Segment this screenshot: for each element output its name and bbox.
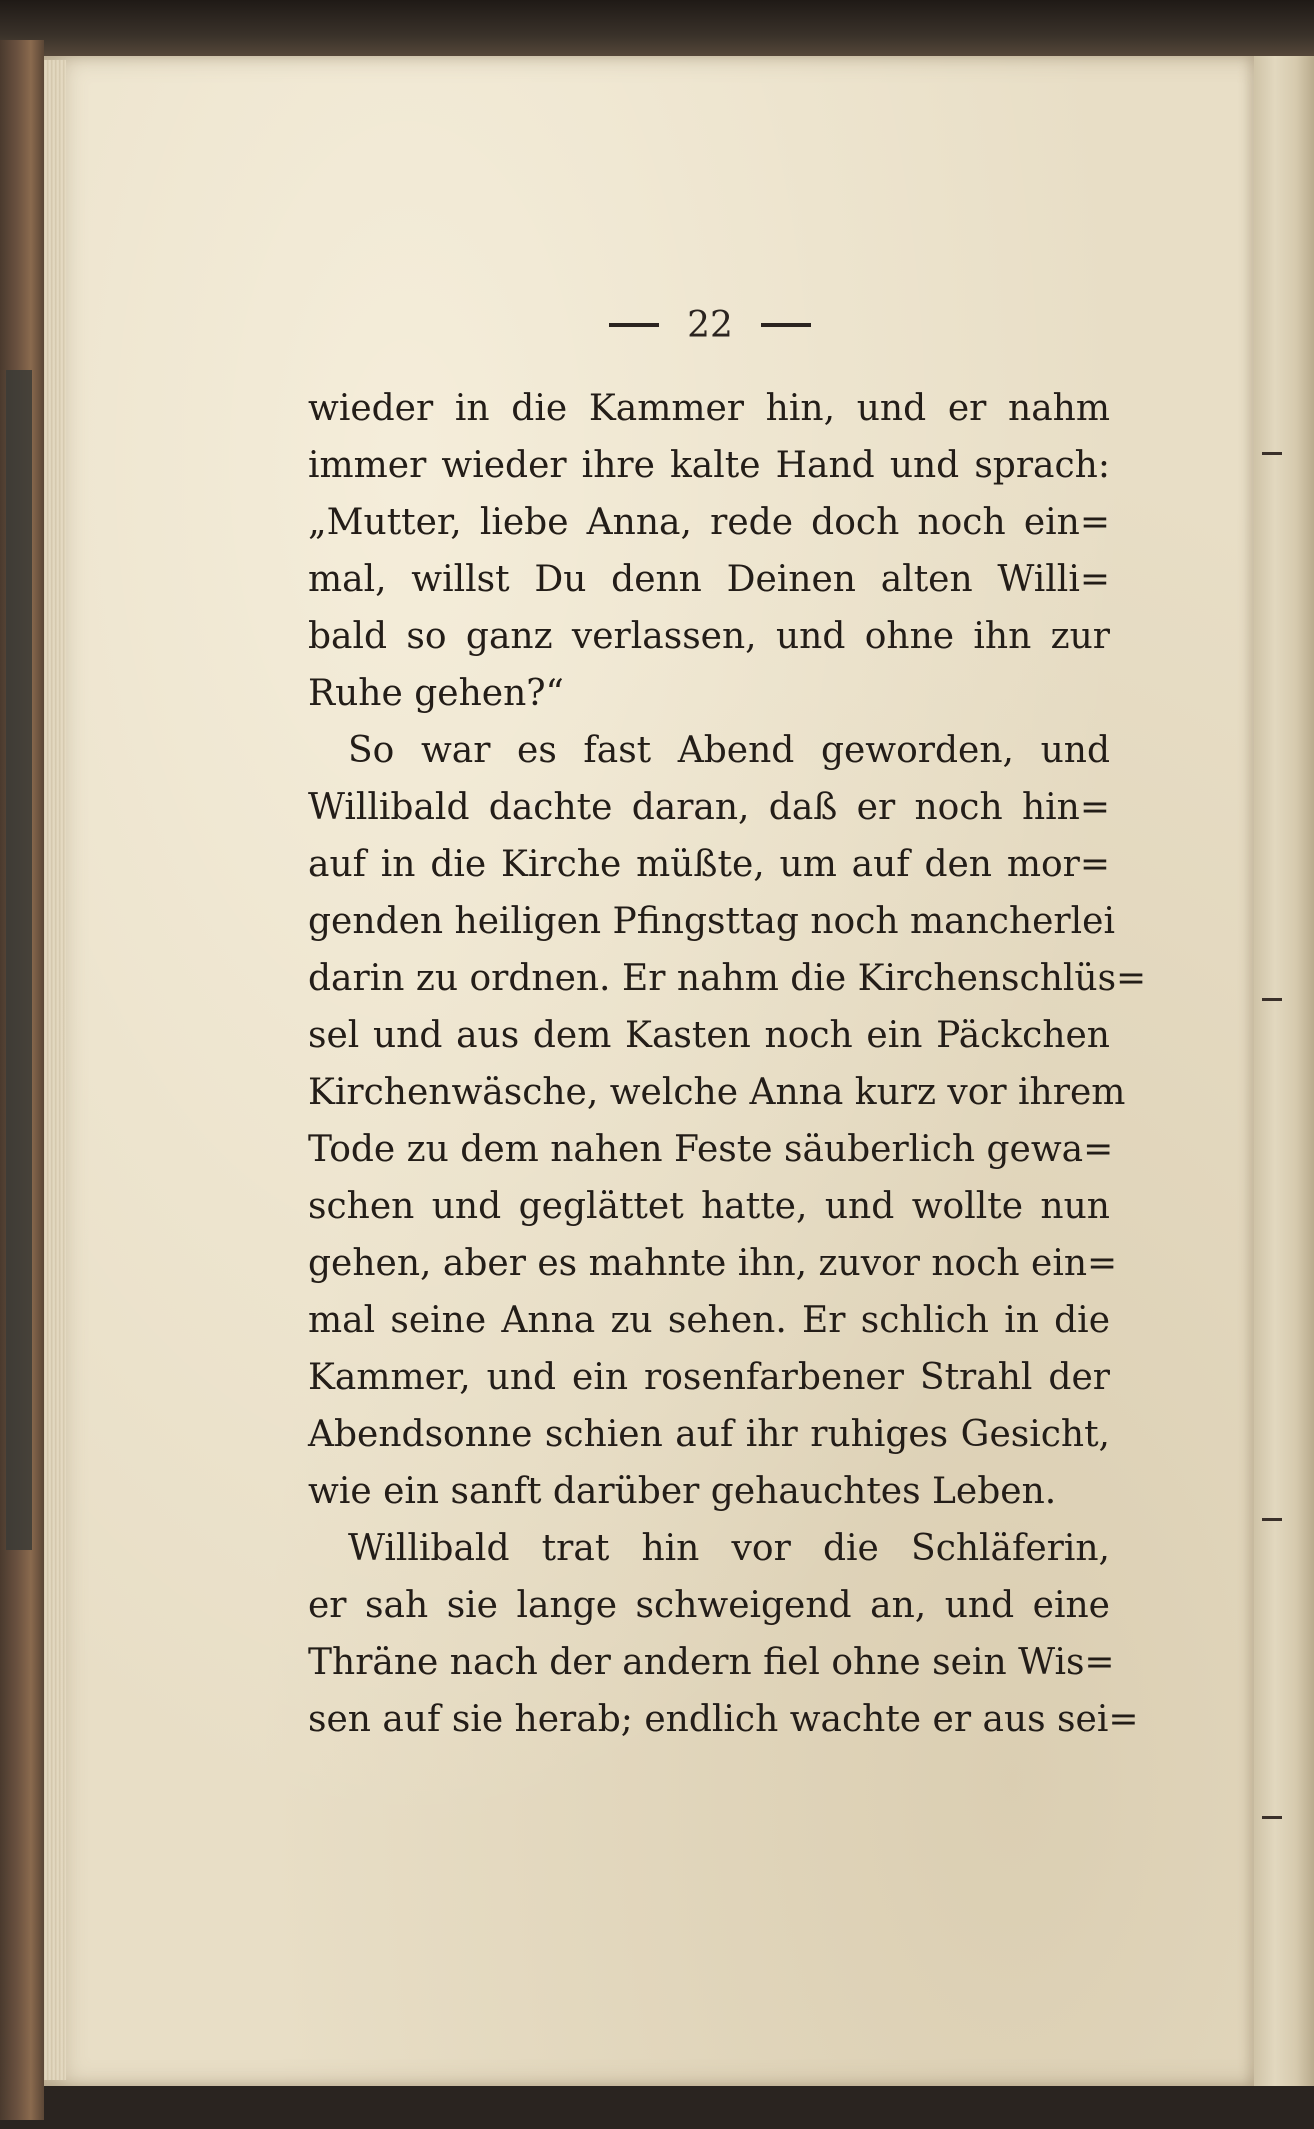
page-fore-edge [1254, 56, 1314, 2086]
text-line: Abendsonne schien auf ihr ruhiges Gesicht, [308, 1414, 1110, 1455]
body-text [308, 380, 1147, 1748]
margin-mark [1262, 1518, 1282, 1521]
text-line: sel und aus dem Kasten noch ein Päckchen [308, 1015, 1110, 1056]
text-line: darin zu ordnen. Er nahm die Kirchenschlüs= [308, 958, 1147, 999]
text-line: „Mutter, liebe Anna, rede doch noch ein= [308, 502, 1110, 543]
text-line: Ruhe gehen?“ [308, 673, 564, 714]
text-line: Willibald trat hin vor die Schläferin, [348, 1528, 1110, 1569]
text-line: Kirchenwäsche, welche Anna kurz vor ihrem [308, 1072, 1126, 1113]
text-line: schen und geglättet hatte, und wollte nun [308, 1186, 1110, 1227]
text-line: Thräne nach der andern fiel ohne sein Wis= [308, 1642, 1115, 1683]
text-line: genden heiligen Pfingsttag noch mancherlei [308, 901, 1115, 942]
text-line: So war es fast Abend geworden, und [348, 730, 1110, 771]
text-line: Willibald dachte daran, daß er noch hin= [308, 787, 1110, 828]
book-top-edge [0, 0, 1314, 60]
page-number: 22 [687, 304, 733, 346]
text-line: sen auf sie herab; endlich wachte er aus sei= [308, 1699, 1139, 1740]
text-line: Kammer, und ein rosenfarbener Strahl der [308, 1357, 1110, 1398]
text-line: gehen, aber es mahnte ihn, zuvor noch ein= [308, 1243, 1118, 1284]
margin-mark [1262, 998, 1282, 1001]
text-line: wieder in die Kammer hin, und er nahm [308, 388, 1110, 429]
text-line: er sah sie lange schweigend an, und eine [308, 1585, 1110, 1626]
book-cover-spine [0, 40, 44, 2120]
header-dash-left [609, 323, 659, 327]
page-gutter [44, 60, 66, 2080]
text-line: immer wieder ihre kalte Hand und sprach: [308, 445, 1110, 486]
text-line: Tode zu dem nahen Feste säuberlich gewa= [308, 1129, 1114, 1170]
page-header [560, 300, 860, 350]
margin-mark [1262, 452, 1282, 455]
text-line: bald so ganz verlassen, und ohne ihn zur [308, 616, 1110, 657]
text-line: wie ein sanft darüber gehauchtes Leben. [308, 1471, 1057, 1512]
text-line: mal seine Anna zu sehen. Er schlich in die [308, 1300, 1110, 1341]
text-line: mal, willst Du denn Deinen alten Willi= [308, 559, 1110, 600]
margin-mark [1262, 1816, 1282, 1819]
header-dash-right [761, 323, 811, 327]
text-line: auf in die Kirche müßte, um auf den mor= [308, 844, 1110, 885]
